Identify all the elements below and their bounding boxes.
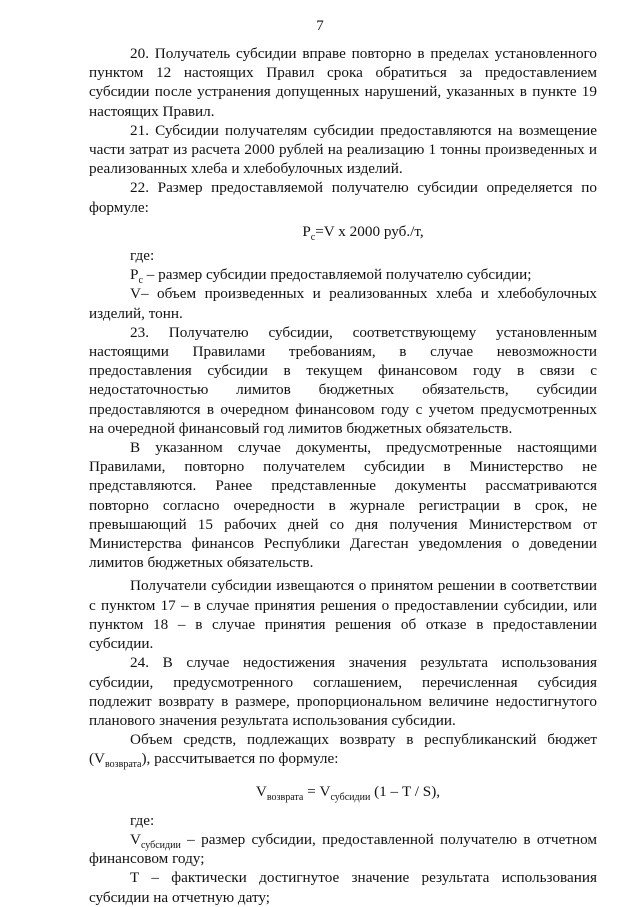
definition-pc-symbol: P — [130, 266, 139, 284]
formula-pc-rhs: =V x 2000 руб./т, — [315, 222, 424, 240]
formula-equals: = V — [303, 782, 331, 800]
paragraph-24: 24. В случае недостижения значения результата использования субсидии, предусмотренного соглашением, перечисленная субсидия подлежит возврату в размере, пропорциональном величине недостигнутого планового значения результата использования субсидии. — [89, 654, 597, 729]
formula-v-subscript-refund: возврата — [266, 791, 304, 803]
paragraph-24-volume-end: ), рассчитывается по формуле: — [141, 750, 339, 768]
paragraph-24-volume — [89, 730, 597, 771]
formula-subsidy-size — [129, 222, 597, 241]
page-number: 7 — [316, 18, 324, 34]
document-body — [89, 44, 597, 907]
paragraph-22: 22. Размер предоставляемой получателю субсидии определяется по формуле: — [89, 179, 597, 216]
definition-v-subsidy-text: – размер субсидии, предоставленной получателю в отчетном финансовом году; — [89, 830, 597, 868]
definition-v-subsidy — [89, 830, 597, 868]
definition-pc — [89, 265, 597, 287]
paragraph-20: 20. Получатель субсидии вправе повторно в пределах установленного пунктом 12 настоящих Правил срока обратиться за предоставлением субсидии после устранения допущенных нарушений, указанных в пункте 19 настоящих Правил. — [89, 45, 597, 120]
paragraph-23-notification: Получатели субсидии извещаются о принятом решении в соответствии с пунктом 17 – в случае принятия решения о предоставлении субсидии, или пунктом 18 – в случае принятия решения об отказе в предоставлении субсидии. — [89, 577, 597, 653]
formula-pc-subscript: c — [310, 231, 316, 243]
formula-refund-volume — [99, 782, 597, 801]
where-label-1: где: — [130, 247, 155, 265]
paragraph-24-volume-subscript: возврата — [105, 759, 142, 771]
definition-v: V– объем произведенных и реализованных хлеба и хлебобулочных изделий, тонн. — [89, 285, 597, 322]
paragraph-21: 21. Субсидии получателям субсидии предоставляются на возмещение части затрат из расчета 2000 рублей на реализацию 1 тонны произведенных и реализованных хлеба и хлебобулочных изделий. — [89, 121, 597, 178]
where-label-2: где: — [130, 811, 155, 829]
definition-pc-subscript: c — [138, 275, 143, 287]
definition-t: T – фактически достигнутое значение результата использования субсидии на отчетную дату; — [89, 869, 597, 906]
paragraph-23: 23. Получателю субсидии, соответствующему установленным настоящими Правилами требованиям, в случае невозможности предоставления субсидии в текущем финансовом году в связи с недостаточностью лимитов бюджетных обязательств, субсидии предоставляются в очередном финансовом году с учетом предусмотренных на очередной финансовый год лимитов бюджетных обязательств. — [89, 323, 597, 437]
definition-pc-text: – размер субсидии предоставляемой получателю субсидии; — [142, 266, 532, 284]
formula-rest: (1 – T / S), — [370, 782, 441, 800]
paragraph-23-documents: В указанном случае документы, предусмотренные настоящими Правилами, повторно получателем субсидии в Министерство не представляются. Ранее представленные документы рассматриваются повторно согласно очередности в журнале регистрации в срок, не превышающий 15 рабочих дней со дня получения Министерством от Министерства финансов Республики Дагестан уведомления о доведении лимитов бюджетных обязательств. — [89, 439, 597, 572]
formula-v-symbol: V — [255, 782, 267, 800]
formula-pc-symbol: P — [302, 222, 311, 240]
paragraph-24-volume-start: Объем средств, подлежащих возврату в республиканский бюджет (V — [89, 731, 597, 768]
formula-v-subscript-subsidy: субсидии — [330, 791, 371, 803]
definition-v-subsidy-subscript: субсидии — [140, 839, 181, 851]
definition-v-subsidy-symbol: V — [130, 830, 141, 848]
